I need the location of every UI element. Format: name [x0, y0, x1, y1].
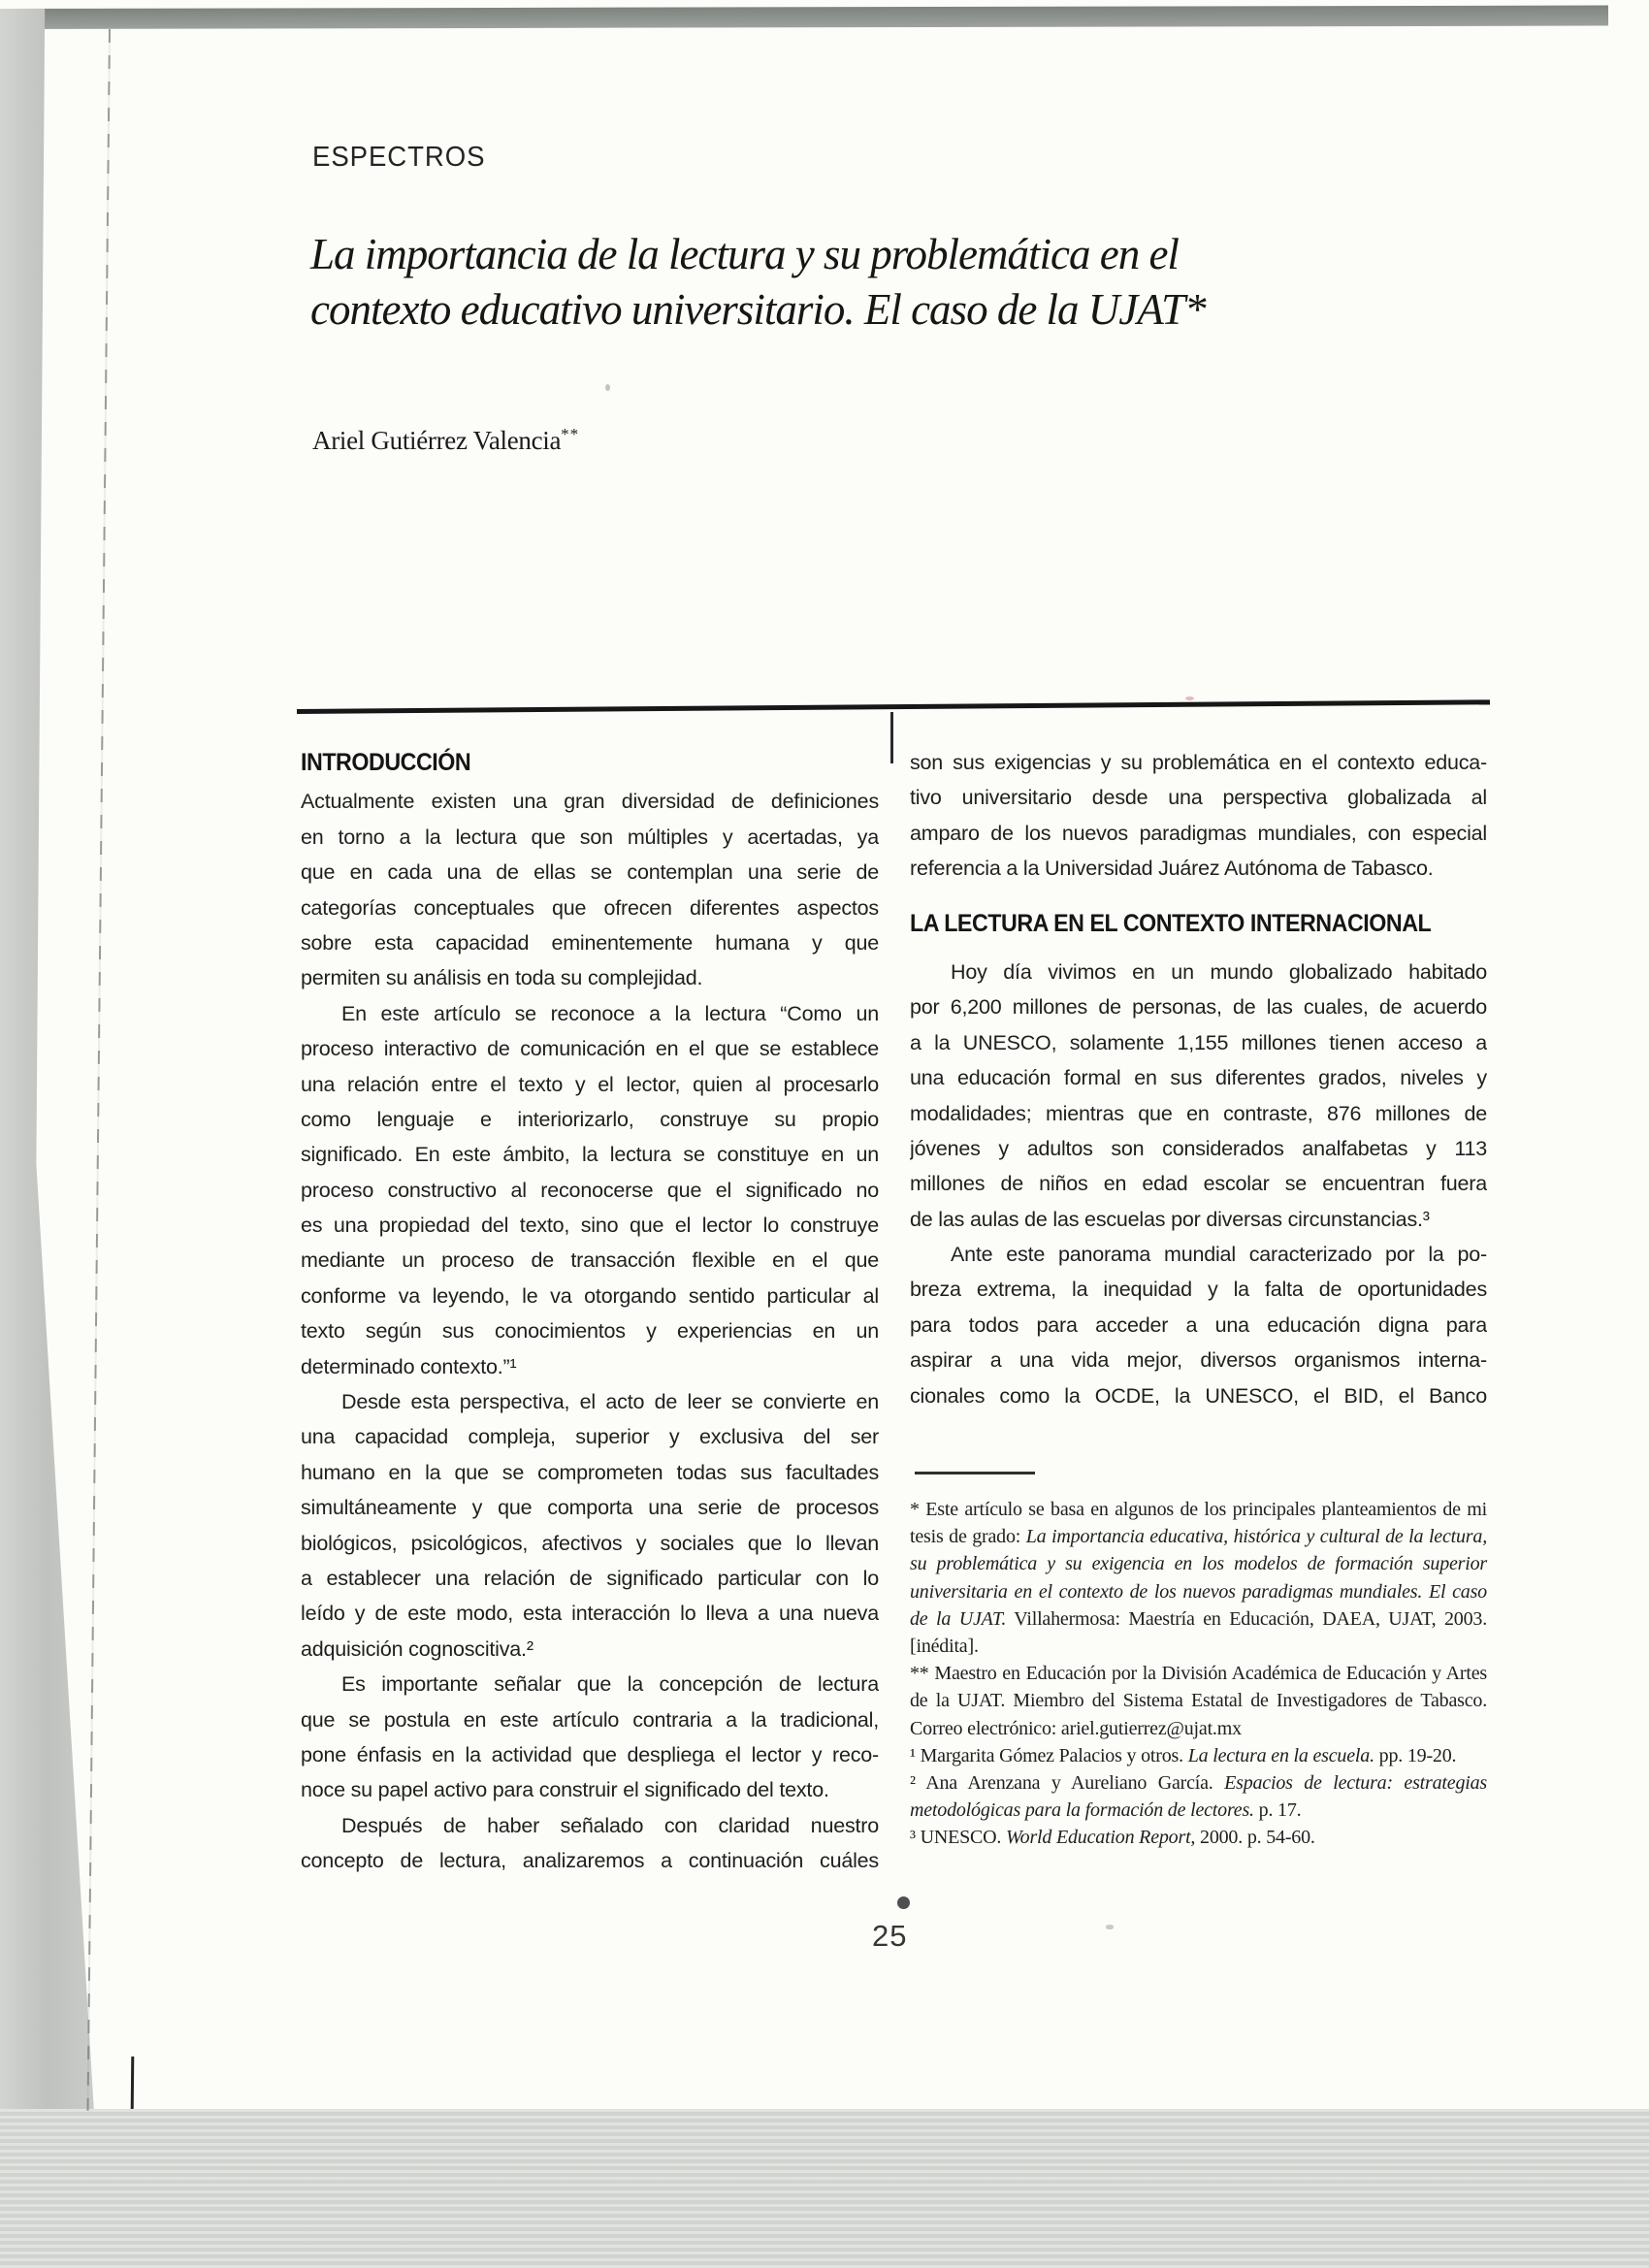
text-line: proceso constructivo al reconocerse que el significado no [301, 1178, 879, 1202]
footnote-item [910, 1769, 1487, 1824]
text-line: breza extrema, la inequidad y la falta de oportunidades [910, 1278, 1487, 1302]
text-line: noce su papel activo para construir el significado del texto. [301, 1778, 829, 1802]
footnote-title-segment: World Education Report, [1006, 1827, 1196, 1849]
right-column [910, 745, 1487, 1413]
footnote-text-segment: ¹ Margarita Gómez Palacios y otros. [910, 1744, 1188, 1766]
title-line-2: contexto educativo universitario. El caso de la UJAT* [310, 285, 1206, 334]
footnote-text-segment: Villahermosa: Maestría en Educación, DAEA, UJAT, 2003. [inédita]. [910, 1607, 1487, 1658]
text-line: significado. En este ámbito, la lectura se constituye en un [301, 1143, 879, 1167]
footnote-text-segment: pp. 19-20. [1374, 1744, 1457, 1766]
text-line: a la UNESCO, solamente 1,155 millones tienen acceso a [910, 1030, 1487, 1054]
text-line: humano en la que se comprometen todas sus facultades [301, 1460, 879, 1484]
text-line: mediante un proceso de transacción flexible en el que [301, 1248, 879, 1273]
footnote-text-segment: ² Ana Arenzana y Aureliano García. [910, 1772, 1225, 1795]
column-heading: LA LECTURA EN EL CONTEXTO INTERNACIONAL [910, 909, 1432, 937]
page-crease-line [87, 29, 111, 2111]
scan-speck [1106, 1925, 1114, 1929]
text-line: pone énfasis en la actividad que despliega el lector y reco- [301, 1742, 879, 1766]
footnote-rule [915, 1472, 1035, 1474]
scan-bottom-edge-band [0, 2109, 1649, 2268]
footnote-title-segment: La importancia educativa, histórica y cultural de la lectura, su problemática y su exigencia en los modelos de formación superior universitaria en el contexto de los nuevos paradigmas mundiales. El caso de la UJAT. [910, 1526, 1487, 1630]
text-line: una relación entre el texto y el lector, quien al procesarlo [301, 1072, 879, 1096]
text-line: cionales como la OCDE, la UNESCO, el BID, el Banco [910, 1383, 1487, 1408]
text-line: Es importante señalar que la concepción de lectura [341, 1672, 879, 1697]
text-line: biológicos, psicológicos, afectivos y sociales que lo llevan [301, 1531, 879, 1555]
text-line: aspirar a una vida mejor, diversos organismos interna- [910, 1348, 1487, 1373]
text-line: adquisición cognoscitiva.² [301, 1636, 534, 1661]
footnotes-block [910, 1496, 1487, 1852]
text-line: millones de niños en edad escolar se encuentran fuera [910, 1172, 1487, 1196]
text-line: proceso interactivo de comunicación en el que se establece [301, 1037, 879, 1061]
text-line: como lenguaje e interiorizarlo, construye su propio [301, 1107, 879, 1131]
text-line: Actualmente existen una gran diversidad de definiciones [301, 790, 879, 814]
text-line: por 6,200 millones de personas, de las cuales, de acuerdo [910, 995, 1487, 1020]
page-crease-dark-mark [131, 2057, 135, 2109]
author-name: Ariel Gutiérrez Valencia [312, 426, 562, 455]
footnote-text-segment: ** Maestro en Educación por la División Académica de Educación y Artes de la UJAT. Miembro del Sistema Estatal de Investigadores de Tabasco. Correo electrónico: ariel.gutierrez@ujat.mx [910, 1663, 1487, 1739]
text-line: es una propiedad del texto, sino que el lector lo construye [301, 1214, 879, 1238]
text-line: Ante este panorama mundial caracterizado por la po- [951, 1243, 1487, 1267]
page-number: 25 [872, 1919, 908, 1953]
text-line: en torno a la lectura que son múltiples y acertadas, ya [301, 825, 879, 849]
footnote-item [910, 1824, 1487, 1851]
footnote-title-segment: La lectura en la escuela. [1187, 1744, 1374, 1766]
text-line: amparo de los nuevos paradigmas mundiales, con especial [910, 821, 1487, 845]
text-line: referencia a la Universidad Juárez Autónoma de Tabasco. [910, 857, 1434, 881]
scan-speck [1185, 697, 1194, 700]
text-line: categorías conceptuales que ofrecen diferentes aspectos [301, 895, 879, 920]
text-line: jóvenes y adultos son considerados analfabetas y 113 [910, 1136, 1487, 1160]
text-line: que se postula en este artículo contraria a la tradicional, [301, 1707, 879, 1732]
text-line: de las aulas de las escuelas por diversas circunstancias.³ [910, 1207, 1430, 1231]
text-line: son sus exigencias y su problemática en el contexto educa- [910, 751, 1487, 774]
text-line: a establecer una relación de significado particular con lo [301, 1567, 879, 1590]
scan-speck [605, 384, 610, 391]
text-line: texto según sus conocimientos y experiencias en un [301, 1319, 879, 1344]
footnote-item [910, 1742, 1487, 1769]
text-line: simultáneamente y que comporta una serie de procesos [301, 1496, 879, 1520]
text-line: que en cada una de ellas se contemplan una serie de [301, 860, 879, 885]
text-line: Hoy día vivimos en un mundo globalizado habitado [951, 959, 1487, 984]
footnote-text-segment: p. 17. [1253, 1799, 1302, 1822]
text-line: concepto de lectura, analizaremos a continuación cuáles [301, 1849, 879, 1873]
author-byline [312, 425, 579, 456]
footnote-title-segment: Espacios de lectura: estrategias metodológicas para la formación de lectores. [910, 1772, 1487, 1822]
section-rule [297, 699, 1490, 714]
text-line: determinado contexto.”¹ [301, 1354, 517, 1378]
text-line: una educación formal en sus diferentes grados, niveles y [910, 1066, 1487, 1090]
text-line: leído y de este modo, esta interacción lo lleva a una nueva [301, 1602, 879, 1626]
footnote-text-segment: 2000. p. 54-60. [1195, 1827, 1315, 1849]
column-heading: INTRODUCCIÓN [301, 749, 471, 776]
footer-bullet-icon [897, 1896, 910, 1909]
scan-top-edge-band [6, 6, 1608, 29]
text-line: tivo universitario desde una perspectiva globalizada al [910, 786, 1487, 810]
footnote-text-segment: ³ UNESCO. [910, 1827, 1007, 1849]
text-line: modalidades; mientras que en contraste, 876 millones de [910, 1101, 1487, 1125]
text-line: una capacidad compleja, superior y exclusiva del ser [301, 1425, 879, 1449]
footnote-item [910, 1660, 1487, 1742]
text-line: Después de haber señalado con claridad nuestro [341, 1813, 879, 1837]
footnote-text-segment: * Este artículo se basa en algunos de los principales planteamientos de mi tesis de grado: [910, 1499, 1487, 1548]
text-line: conforme va leyendo, le va otorgando sentido particular al [301, 1283, 879, 1308]
author-note-marker: ** [561, 425, 580, 443]
section-label: ESPECTROS [312, 142, 486, 173]
title-line-1: La importancia de la lectura y su problemática en el [310, 230, 1179, 278]
column-divider-tick [890, 712, 893, 763]
left-column [301, 745, 879, 1879]
text-line: sobre esta capacidad eminentemente humana y que [301, 930, 879, 955]
text-line: permiten su análisis en toda su complejidad. [301, 966, 703, 990]
text-line: En este artículo se reconoce a la lectura “Como un [341, 1001, 879, 1025]
text-line: para todos para acceder a una educación digna para [910, 1312, 1487, 1337]
article-title [310, 227, 1377, 338]
text-line: Desde esta perspectiva, el acto de leer se convierte en [341, 1390, 879, 1414]
footnote-item [910, 1496, 1487, 1660]
